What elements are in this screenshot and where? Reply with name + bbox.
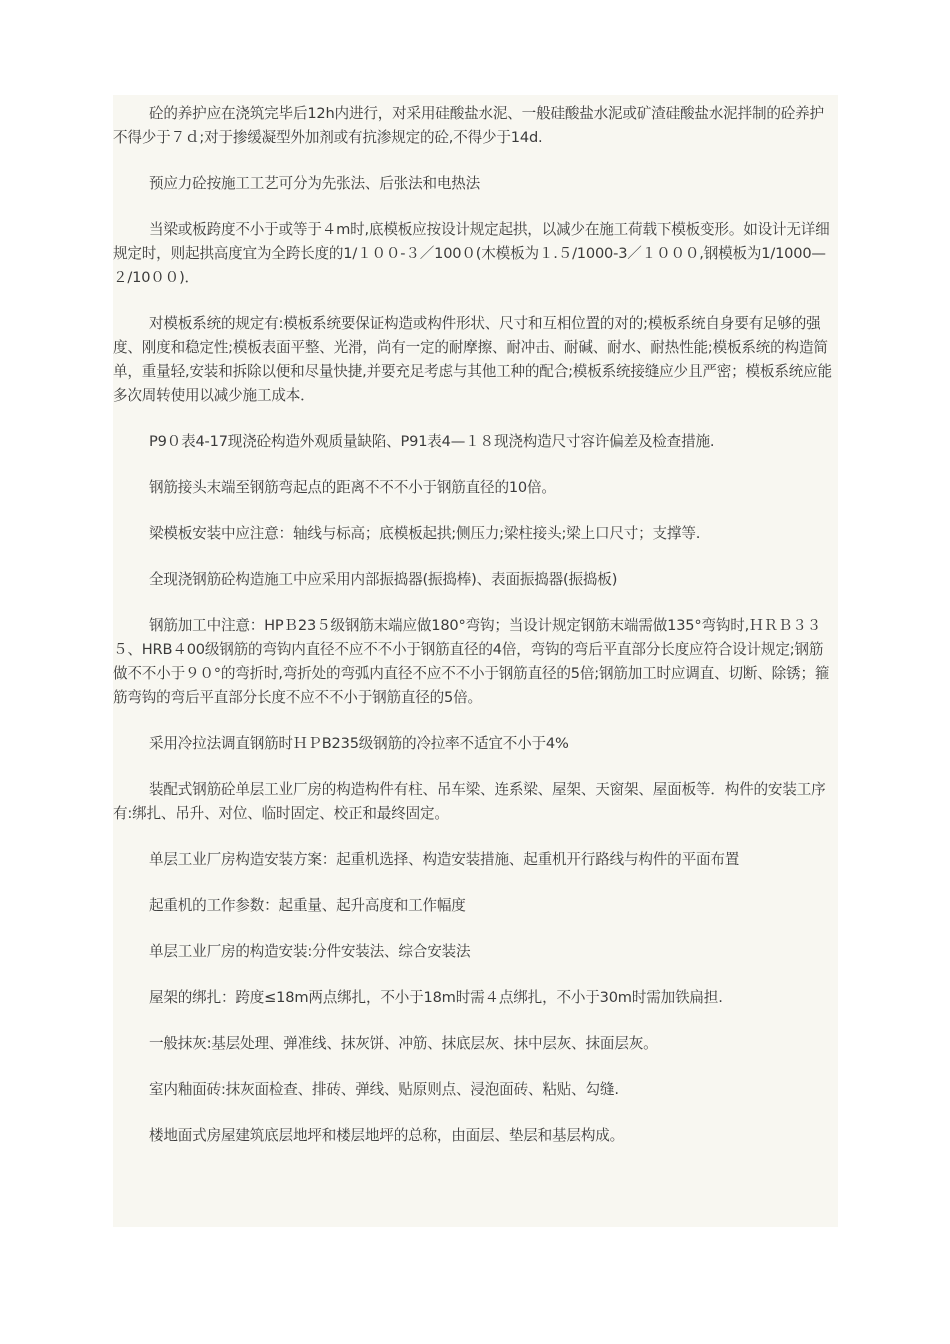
- paragraph: 屋架的绑扎：跨度≤18m两点绑扎，不小于18m时需４点绑扎，不小于30m时需加铁扁担.: [149, 989, 723, 1006]
- paragraph: 单层工业厂房的构造安装:分件安装法、综合安装法: [149, 943, 471, 960]
- paragraph: 楼地面式房屋建筑底层地坪和楼层地坪的总称，由面层、垫层和基层构成。: [149, 1127, 624, 1144]
- paragraph: 室内釉面砖:抹灰面检查、排砖、弹线、贴原则点、浸泡面砖、粘贴、勾缝.: [149, 1081, 619, 1098]
- document-body: [113, 102, 835, 1170]
- paragraph: 单层工业厂房构造安装方案：起重机选择、构造安装措施、起重机开行路线与构件的平面布置: [149, 851, 740, 868]
- paragraph: 采用冷拉法调直钢筋时ＨＰB235级钢筋的冷拉率不适宜不小于4%: [149, 735, 569, 752]
- paragraph: 当梁或板跨度不小于或等于４m时,底模板应按设计规定起拱，以减少在施工荷载下模板变形。如设计无详细规定时，则起拱高度宜为全跨长度的1/１００-３／100０(木模板为１.５/1000-3／１０００,钢模板为1/1000—２/10００)．: [113, 221, 830, 286]
- document-page: [113, 95, 838, 1227]
- paragraph: 一般抹灰:基层处理、弹准线、抹灰饼、冲筋、抹底层灰、抹中层灰、抹面层灰。: [149, 1035, 658, 1052]
- paragraph: 预应力砼按施工工艺可分为先张法、后张法和电热法: [149, 175, 481, 192]
- paragraph: 对模板系统的规定有:模板系统要保证构造或构件形状、尺寸和互相位置的对的;模板系统自身要有足够的强度、刚度和稳定性;模板表面平整、光滑，尚有一定的耐摩擦、耐冲击、耐碱、耐水、耐热性能;模板系统的构造简单，重量轻,安装和拆除以便和尽量快捷,并要充足考虑与其他工种的配合;模板系统接缝应少且严密；模板系统应能多次周转使用以减少施工成本．: [113, 315, 832, 404]
- paragraph: 全现浇钢筋砼构造施工中应采用内部振捣器(振捣棒)、表面振捣器(振捣板): [149, 571, 618, 588]
- paragraph: 砼的养护应在浇筑完毕后12h内进行，对采用硅酸盐水泥、一般硅酸盐水泥或矿渣硅酸盐水泥拌制的砼养护不得少于７ｄ;对于掺缓凝型外加剂或有抗渗规定的砼,不得少于14d.: [113, 105, 824, 146]
- paragraph: 钢筋加工中注意：HPＢ23５级钢筋末端应做180°弯钩；当设计规定钢筋末端需做135°弯钩时,ＨＲＢ３３５、HRB４00级钢筋的弯钩内直径不应不不小于钢筋直径的4倍，弯钩的弯后平直部分长度应符合设计规定;钢筋做不不小于９０°的弯折时,弯折处的弯弧内直径不应不不小于钢筋直径的5倍;钢筋加工时应调直、切断、除锈；箍筋弯钩的弯后平直部分长度不应不不小于钢筋直径的5倍。: [113, 617, 830, 706]
- paragraph: 梁模板安装中应注意：轴线与标高；底模板起拱;侧压力;梁柱接头;梁上口尺寸；支撑等.: [149, 525, 701, 542]
- paragraph: 装配式钢筋砼单层工业厂房的构造构件有柱、吊车梁、连系梁、屋架、天窗架、屋面板等．构件的安装工序有:绑扎、吊升、对位、临时固定、校正和最终固定。: [113, 781, 826, 822]
- paragraph: P9０表4-17现浇砼构造外观质量缺陷、P91表4—１８现浇构造尺寸容许偏差及检查措施.: [149, 433, 715, 450]
- paragraph: 起重机的工作参数：起重量、起升高度和工作幅度: [149, 897, 466, 914]
- paragraph: 钢筋接头末端至钢筋弯起点的距离不不不小于钢筋直径的10倍。: [149, 479, 556, 496]
